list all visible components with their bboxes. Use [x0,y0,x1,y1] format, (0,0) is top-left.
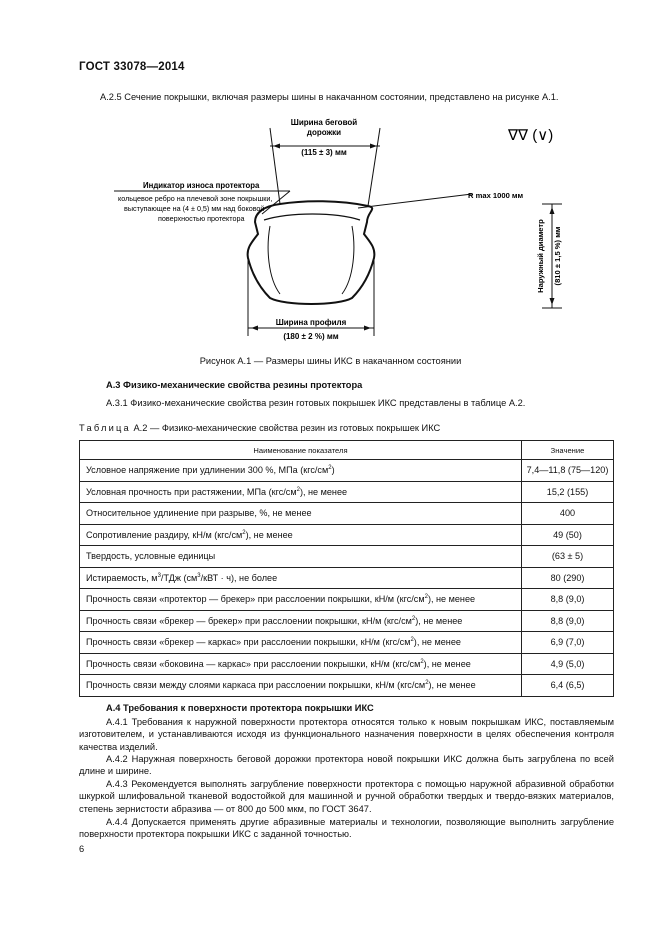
text-part: ), не менее [413,637,461,648]
superscript: 3 [157,572,161,579]
table-cell-value: 6,4 (6,5) [522,675,614,697]
table-cell-name [80,589,522,611]
superscript: 2 [411,615,416,622]
doc-header: ГОСТ 33078—2014 [79,61,185,73]
text-part: /кВТ · ч), не более [200,572,278,583]
tire-section-figure [90,108,590,368]
section-a25-text: А.2.5 Сечение покрышки, включая размеры шины в накачанном состоянии, представлено на рисунке А.1. [100,92,559,102]
table-row [80,632,614,654]
section-a44-content: А.4.4 Допускается применять другие абразивные материалы и технологии, позволяющие выполнить загрубление поверхности протектора покрышки ИКС с заданной точностью. [79,817,614,840]
table-cell-value: 8,8 (9,0) [522,589,614,611]
outer-diameter-value: (810 ± 1,5 %) мм [553,226,562,286]
wear-indicator-desc-1: кольцевое ребро на плечевой зоне покрышки, [118,194,273,203]
text-part: Прочность связи между слоями каркаса при расслоении покрышки, кН/м (кгс/см [86,680,426,691]
table-row [80,610,614,632]
text-part: Условное напряжение при удлинении 300 %, МПа (кгс/см [86,465,329,476]
section-a41-content: А.4.1 Требования к наружной поверхности протектора относятся только к новым покрышкам ИКС, поставляемым изготовителем, и устанавливаются исходя из функционального назначения поверхности в целях обеспечения контроля качества изделий. [79,717,614,752]
table-cell-name [80,503,522,525]
table-cell-name [80,653,522,675]
text-part: ), не менее [427,594,476,605]
superscript: 2 [420,658,424,665]
radius-label: R max 1000 мм [468,191,524,200]
table-header-row [80,441,614,460]
text-part: ) [331,465,335,476]
table-cell-value: 15,2 (155) [522,481,614,503]
table-cell-name [80,460,522,482]
section-a3-heading: А.3 Физико-механические свойства резины протектора [106,380,363,390]
text-part: ), не менее [299,486,348,497]
superscript: 2 [328,465,332,472]
section-a42-text [79,753,614,778]
table-row [80,675,614,697]
table-caption-word: Таблица [79,423,131,433]
table-body [80,460,614,697]
text-part: Прочность связи «боковина — каркас» при расслоении покрышки, кН/м (кгс/см [86,658,421,669]
table-cell-name [80,567,522,589]
text-part: Твердость, условные единицы [86,551,216,562]
table-cell-value: 7,4—11,8 (75—120) [522,460,614,482]
table-row [80,589,614,611]
wear-indicator-desc-2: выступающее на (4 ± 0,5) мм над боковой [124,204,265,213]
text-part: ), не менее [423,658,471,669]
table-cell-name [80,632,522,654]
table-row [80,546,614,568]
text-part: Прочность связи «протектор — брекер» при расслоении покрышки, кН/м (кгс/см [86,594,425,605]
table-cell-name [80,524,522,546]
text-part: ), не менее [415,615,463,626]
table-cell-value: 6,9 (7,0) [522,632,614,654]
figure-caption: Рисунок А.1 — Размеры шины ИКС в накачанном состоянии [199,356,462,366]
profile-width-label: Ширина профиля [275,318,347,327]
section-a4-heading: А.4 Требования к поверхности протектора покрышки ИКС [106,703,374,713]
table-row [80,653,614,675]
table-row [80,503,614,525]
wear-indicator-desc-3: поверхностью протектора [158,214,245,223]
tread-width-label-2: дорожки [306,128,342,137]
header-name: Наименование показателя [80,441,522,460]
table-cell-value: 80 (290) [522,567,614,589]
table-caption [79,422,440,434]
table-cell-value: 400 [522,503,614,525]
section-a42-content: А.4.2 Наружная поверхность беговой дорожки протектора новой покрышки ИКС должна быть загрублена по всей длине и ширине. [79,754,614,777]
outer-diameter-label: Наружный диаметр [536,219,545,293]
table-cell-name [80,610,522,632]
text-part: ), не менее [428,680,476,691]
text-part: Прочность связи «брекер — каркас» при расслоении покрышки, кН/м (кгс/см [86,637,411,648]
superscript: 2 [425,680,429,687]
properties-table [79,440,614,697]
text-part: Сопротивление раздиру, кН/м (кгс/см [86,529,243,540]
roughness-symbol: ∇∇ (∨) [508,127,554,144]
header-value: Значение [522,441,614,460]
section-a43-text [79,778,614,815]
table-cell-value: 8,8 (9,0) [522,610,614,632]
tire-cross-section [248,201,375,304]
text-part: Относительное удлинение при разрыве, %, не менее [86,508,312,519]
section-a31-text: А.3.1 Физико-механические свойства резин готовых покрышек ИКС представлены в таблице А.2. [106,398,526,408]
superscript: 2 [242,529,246,536]
text-part: ), не менее [245,529,293,540]
section-a44-text [79,816,614,841]
table-row [80,481,614,503]
text-part: Прочность связи «брекер — брекер» при расслоении покрышки, кН/м (кгс/см [86,615,412,626]
page-number: 6 [79,844,85,854]
table-caption-text: А.2 — Физико-механические свойства резин из готовых покрышек ИКС [133,423,441,433]
superscript: 2 [296,486,300,493]
table-cell-name [80,546,522,568]
table-cell-value: 49 (50) [522,524,614,546]
profile-width-value: (180 ± 2 %) мм [283,332,339,341]
section-a41-text [79,716,614,753]
table-row [80,460,614,482]
table-cell-name [80,675,522,697]
tread-width-value: (115 ± 3) мм [301,148,347,157]
table-cell-name [80,481,522,503]
table-row [80,567,614,589]
tread-width-label: Ширина беговой [290,118,358,127]
table-row [80,524,614,546]
superscript: 3 [197,572,201,579]
text-part: Условная прочность при растяжении, МПа (кгс/см [86,486,297,497]
wear-indicator-title: Индикатор износа протектора [143,181,260,190]
section-a43-content: А.4.3 Рекомендуется выполнять загрубление поверхности протектора с помощью наружной абразивной обработки шкуркой шлифовальной тканевой водостойкой для машинной и ручной обработки твердых и твердо-вязких материалов, степень зернистости абразива — от 800 до 500 мкм, по ГОСТ 3647. [79,779,614,814]
text-part: Истираемость, м [86,572,158,583]
superscript: 2 [410,637,414,644]
table-cell-value: 4,9 (5,0) [522,653,614,675]
superscript: 2 [424,594,428,601]
text-part: /ТДж (см [160,572,198,583]
table-cell-value: (63 ± 5) [522,546,614,568]
